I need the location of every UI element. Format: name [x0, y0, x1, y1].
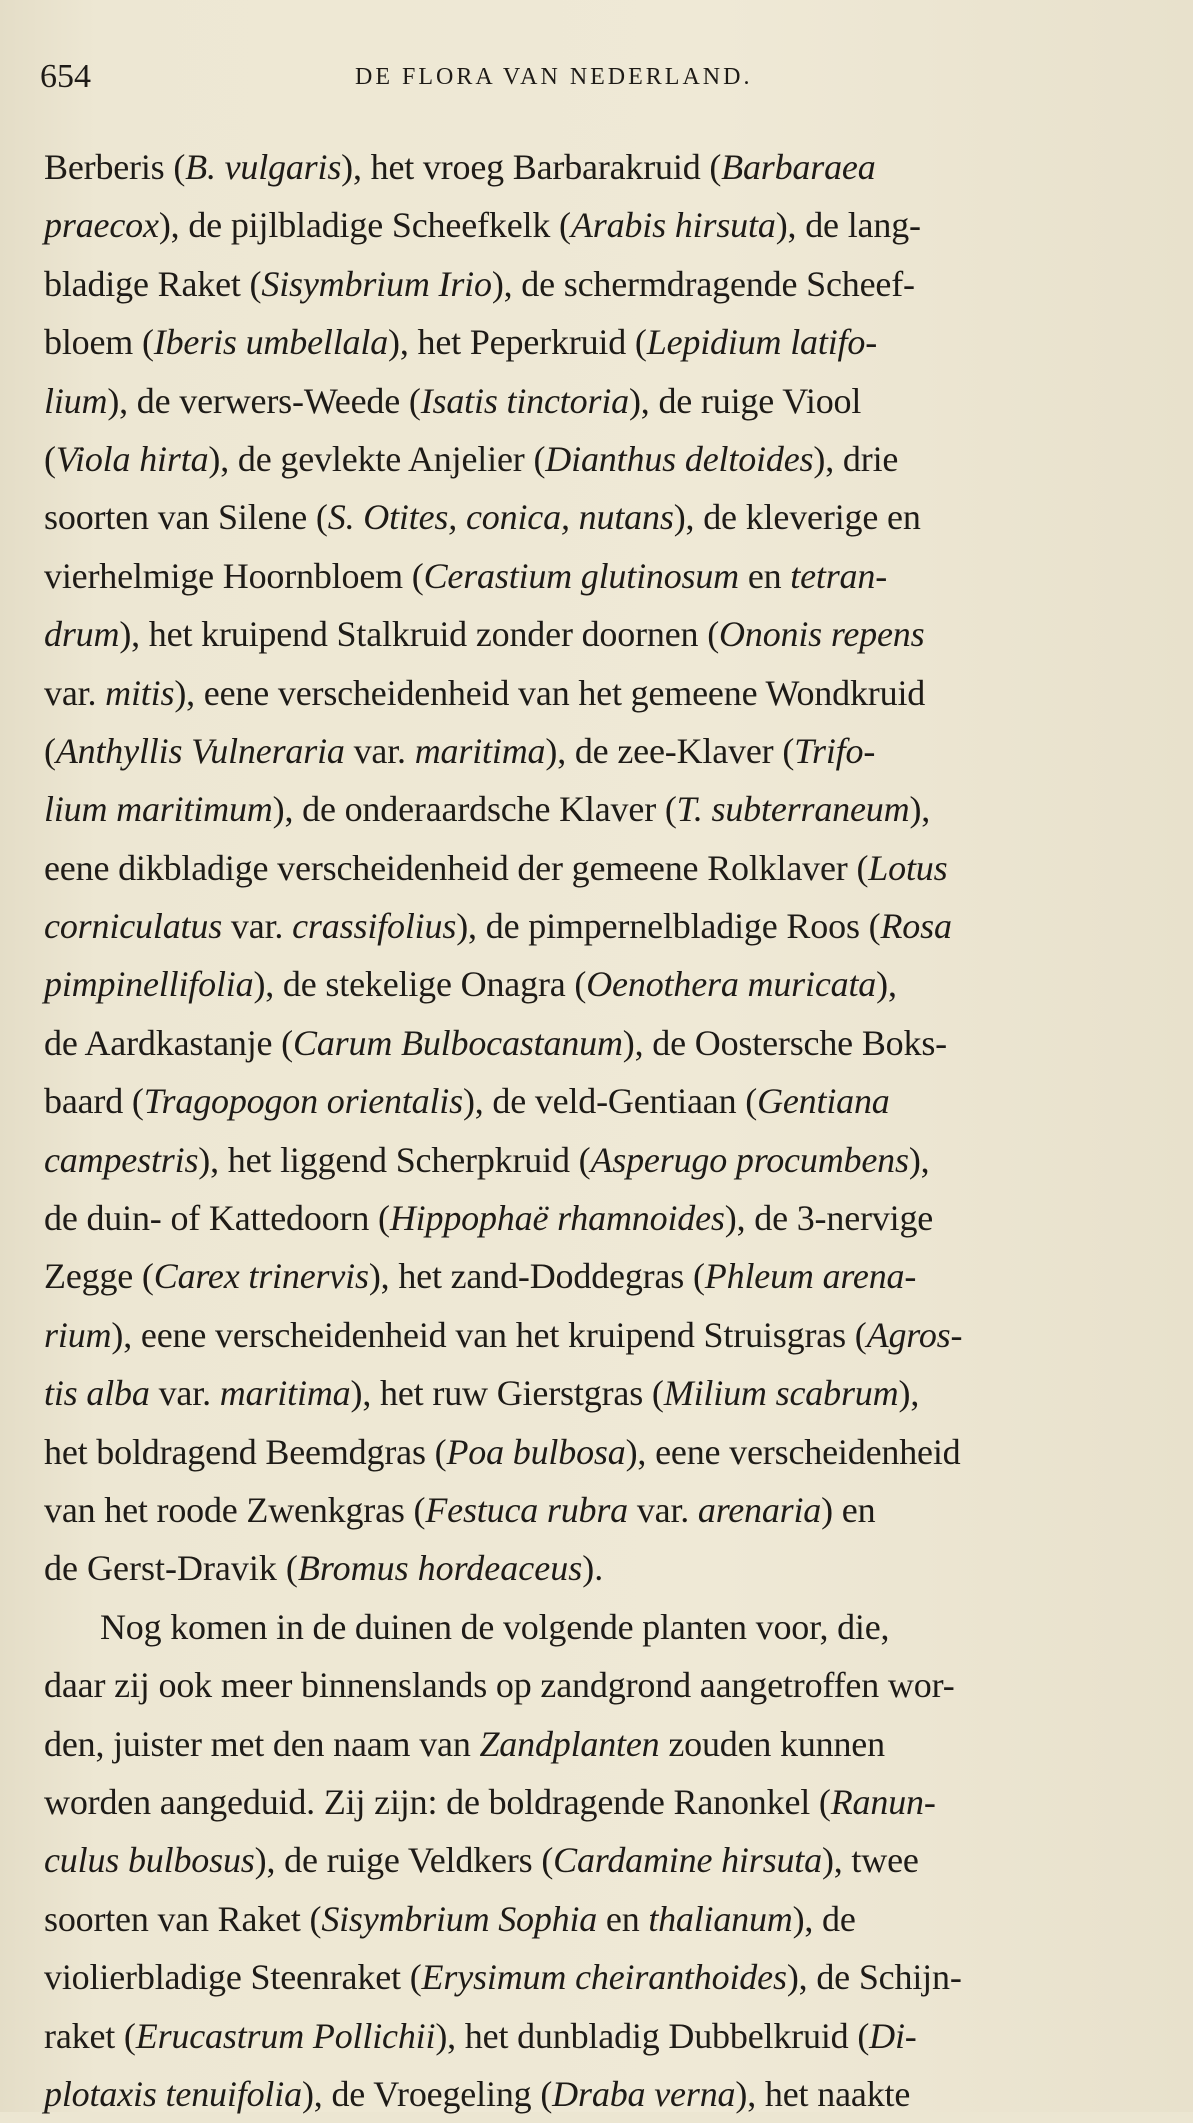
roman-text: ), twee	[821, 1840, 919, 1881]
italic-taxon-text: maritima	[219, 1373, 351, 1414]
roman-text: ), de Oostersche Boks-	[622, 1022, 947, 1063]
roman-text: ), de stekelige Onagra (	[253, 964, 587, 1005]
roman-text: ), de ruige Veldkers (	[254, 1840, 554, 1881]
roman-text: ), eene verscheidenheid van het kruipend Struisgras (	[111, 1314, 867, 1355]
italic-taxon-text: Phleum arena-	[704, 1256, 917, 1297]
text-line	[44, 2007, 1164, 2065]
roman-text: bloem (	[44, 322, 154, 363]
italic-taxon-text: arenaria	[697, 1489, 822, 1530]
italic-taxon-text: Sisymbrium Sophia	[321, 1898, 598, 1939]
italic-taxon-text: pimpinellifolia	[44, 964, 254, 1005]
text-line	[44, 1014, 1164, 1072]
italic-taxon-text: Asperugo procumbens	[590, 1139, 909, 1180]
body-text	[44, 138, 1164, 2123]
text-line	[44, 1481, 1164, 1539]
italic-taxon-text: tetran-	[790, 555, 888, 596]
roman-text: ), de ruige Viool	[628, 380, 862, 421]
italic-taxon-text: Barbaraea	[721, 147, 876, 187]
text-line	[44, 138, 1164, 196]
italic-taxon-text: Draba verna	[552, 2073, 736, 2114]
text-line	[44, 955, 1164, 1013]
roman-text: ), de lang-	[775, 205, 921, 246]
italic-taxon-text: Carex trinervis	[153, 1256, 369, 1297]
roman-text: ), de Schijn-	[786, 1957, 962, 1998]
roman-text: het boldragend Beemdgras (	[44, 1431, 447, 1472]
text-line	[44, 488, 1164, 546]
italic-taxon-text: Erucastrum Pollichii	[135, 2015, 436, 2056]
roman-text: ), het liggend Scherpkruid (	[198, 1139, 591, 1180]
italic-taxon-text: campestris	[44, 1139, 199, 1180]
text-line	[44, 1656, 1164, 1714]
roman-text: ) en	[821, 1489, 876, 1530]
text-line	[44, 196, 1164, 254]
roman-text: var.	[628, 1489, 698, 1530]
roman-text: ), het Peperkruid (	[388, 322, 647, 363]
italic-taxon-text: Tragopogon orientalis	[143, 1081, 463, 1122]
roman-text: raket (	[44, 2015, 136, 2056]
text-line	[44, 839, 1164, 897]
text-line	[44, 430, 1164, 488]
roman-text: den, juister met den naam van	[44, 1723, 480, 1764]
text-line	[44, 605, 1164, 663]
roman-text: de Gerst-Dravik (	[44, 1548, 298, 1589]
text-line	[44, 1831, 1164, 1889]
italic-taxon-text: Zandplanten	[479, 1723, 660, 1764]
roman-text: ), het ruw Gierstgras (	[350, 1373, 664, 1414]
roman-text: ),	[908, 1139, 930, 1180]
roman-text: baard (	[44, 1081, 144, 1122]
italic-taxon-text: Ononis repens	[719, 614, 925, 655]
roman-text: ), de zee-Klaver (	[545, 730, 795, 771]
roman-text: ), drie	[813, 438, 899, 479]
italic-taxon-text: Agros-	[866, 1314, 963, 1355]
roman-text: ), de Vroegeling (	[301, 2073, 553, 2114]
roman-text: daar zij ook meer binnenslands op zandgrond aangetroffen wor-	[44, 1665, 955, 1706]
roman-text: de duin- of Kattedoorn (	[44, 1198, 390, 1239]
italic-taxon-text: Arabis hirsuta	[570, 205, 776, 246]
italic-taxon-text: culus bulbosus	[44, 1840, 255, 1881]
roman-text: worden aangeduid. Zij zijn: de boldragende Ranonkel (	[44, 1781, 831, 1822]
roman-text: soorten van Silene (	[44, 497, 328, 538]
roman-text: ), de schermdragende Scheef-	[491, 263, 915, 304]
italic-taxon-text: Carum Bulbocastanum	[293, 1022, 623, 1063]
italic-taxon-text: Poa bulbosa	[446, 1431, 626, 1472]
italic-taxon-text: S. Otites, conica, nutans	[327, 497, 674, 538]
text-line	[44, 1189, 1164, 1247]
text-line	[44, 1131, 1164, 1189]
text-line	[44, 1773, 1164, 1831]
roman-text: ), de onderaardsche Klaver (	[272, 789, 677, 830]
text-line	[44, 1715, 1164, 1773]
roman-text: (	[44, 730, 56, 771]
italic-taxon-text: Lepidium latifo-	[646, 322, 878, 363]
italic-taxon-text: maritima	[414, 730, 546, 771]
italic-taxon-text: plotaxis tenuifolia	[44, 2073, 302, 2114]
text-line	[44, 2065, 1164, 2123]
roman-text: var.	[344, 730, 415, 771]
roman-text: Nog komen in de duinen de volgende planten voor, die,	[100, 1606, 890, 1647]
roman-text: ).	[582, 1548, 604, 1589]
roman-text: bladige Raket (	[44, 263, 262, 304]
roman-text: var.	[44, 672, 106, 713]
roman-text: ),	[898, 1373, 920, 1414]
italic-taxon-text: mitis	[105, 672, 175, 713]
page-number: 654	[40, 58, 91, 95]
italic-taxon-text: praecox	[44, 205, 159, 246]
italic-taxon-text: Sisymbrium Irio	[261, 263, 492, 304]
roman-text: ), de 3-nervige	[724, 1198, 934, 1239]
roman-text: ), het naakte	[735, 2073, 911, 2114]
text-line	[44, 780, 1164, 838]
italic-taxon-text: drum	[44, 614, 120, 655]
text-line	[44, 722, 1164, 780]
page-header	[40, 58, 1153, 118]
roman-text: en	[739, 555, 791, 596]
roman-text: van het roode Zwenkgras (	[44, 1489, 426, 1530]
roman-text: ), het zand-Doddegras (	[368, 1256, 705, 1297]
italic-taxon-text: Erysimum cheiranthoides	[421, 1957, 787, 1998]
roman-text: var.	[149, 1373, 220, 1414]
italic-taxon-text: Bromus hordeaceus	[297, 1548, 583, 1589]
roman-text: ), het vroeg Barbarakruid (	[341, 147, 722, 187]
text-line	[44, 1890, 1164, 1948]
text-line	[44, 1072, 1164, 1130]
italic-taxon-text: Milium scabrum	[663, 1373, 899, 1414]
text-line	[44, 313, 1164, 371]
italic-taxon-text: rium	[44, 1314, 112, 1355]
italic-taxon-text: lium maritimum	[44, 789, 273, 830]
italic-taxon-text: thalianum	[648, 1898, 793, 1939]
roman-text: (	[44, 438, 56, 479]
italic-taxon-text: Oenothera muricata	[586, 964, 877, 1005]
roman-text: var.	[222, 906, 293, 947]
roman-text: ), de kleverige en	[673, 497, 921, 538]
text-line	[44, 1247, 1164, 1305]
italic-taxon-text: Hippophaë rhamnoides	[389, 1198, 725, 1239]
italic-taxon-text: lium	[44, 380, 108, 421]
text-line	[44, 547, 1164, 605]
text-line	[44, 1948, 1164, 2006]
roman-text: ),	[909, 789, 931, 830]
italic-taxon-text: Lotus	[868, 847, 948, 888]
roman-text: en	[597, 1898, 649, 1939]
roman-text: ), de verwers-Weede (	[107, 380, 421, 421]
italic-taxon-text: Anthyllis Vulneraria	[55, 730, 345, 771]
roman-text: ), het dunbladig Dubbelkruid (	[435, 2015, 870, 2056]
roman-text: ), de veld-Gentiaan (	[462, 1081, 758, 1122]
running-title: DE FLORA VAN NEDERLAND.	[355, 64, 753, 90]
italic-taxon-text: Trifo-	[794, 730, 876, 771]
italic-taxon-text: Isatis tinctoria	[420, 380, 629, 421]
italic-taxon-text: corniculatus	[44, 906, 223, 947]
roman-text: ), de	[792, 1898, 856, 1939]
text-line	[44, 897, 1164, 955]
roman-text: Berberis (	[44, 147, 186, 187]
italic-taxon-text: crassifolius	[292, 906, 457, 947]
roman-text: zouden kunnen	[659, 1723, 885, 1764]
text-line	[44, 255, 1164, 313]
roman-text: ), eene verscheidenheid van het gemeene Wondkruid	[174, 672, 926, 713]
roman-text: ), eene verscheidenheid	[625, 1431, 961, 1472]
text-line	[44, 1306, 1164, 1364]
text-line	[44, 1364, 1164, 1422]
text-line	[44, 1423, 1164, 1481]
italic-taxon-text: Iberis umbellala	[153, 322, 389, 363]
text-line	[44, 1539, 1164, 1597]
roman-text: soorten van Raket (	[44, 1898, 322, 1939]
text-line	[44, 372, 1164, 430]
italic-taxon-text: Dianthus deltoides	[545, 438, 814, 479]
roman-text: Zegge (	[44, 1256, 154, 1297]
roman-text: ),	[876, 964, 897, 1005]
italic-taxon-text: Gentiana	[757, 1081, 890, 1122]
roman-text: ), het kruipend Stalkruid zonder doornen (	[119, 614, 720, 655]
italic-taxon-text: Ranun-	[830, 1781, 936, 1822]
text-line	[44, 664, 1164, 722]
roman-text: ), de pimpernelbladige Roos (	[456, 906, 881, 947]
text-line	[44, 1598, 1164, 1656]
italic-taxon-text: T. subterraneum	[676, 789, 910, 830]
roman-text: de Aardkastanje (	[44, 1022, 294, 1063]
italic-taxon-text: Festuca rubra	[425, 1489, 628, 1530]
roman-text: vierhelmige Hoornbloem (	[44, 555, 424, 596]
italic-taxon-text: Cardamine hirsuta	[553, 1840, 822, 1881]
italic-taxon-text: tis alba	[44, 1373, 150, 1414]
roman-text: violierbladige Steenraket (	[44, 1957, 422, 1998]
italic-taxon-text: B. vulgaris	[185, 147, 342, 187]
italic-taxon-text: Rosa	[880, 906, 952, 947]
roman-text: eene dikbladige verscheidenheid der gemeene Rolklaver (	[44, 847, 869, 888]
italic-taxon-text: Cerastium glutinosum	[423, 555, 740, 596]
roman-text: ), de pijlbladige Scheefkelk (	[158, 205, 571, 246]
italic-taxon-text: Viola hirta	[55, 438, 209, 479]
italic-taxon-text: Di-	[869, 2015, 917, 2056]
roman-text: ), de gevlekte Anjelier (	[208, 438, 546, 479]
